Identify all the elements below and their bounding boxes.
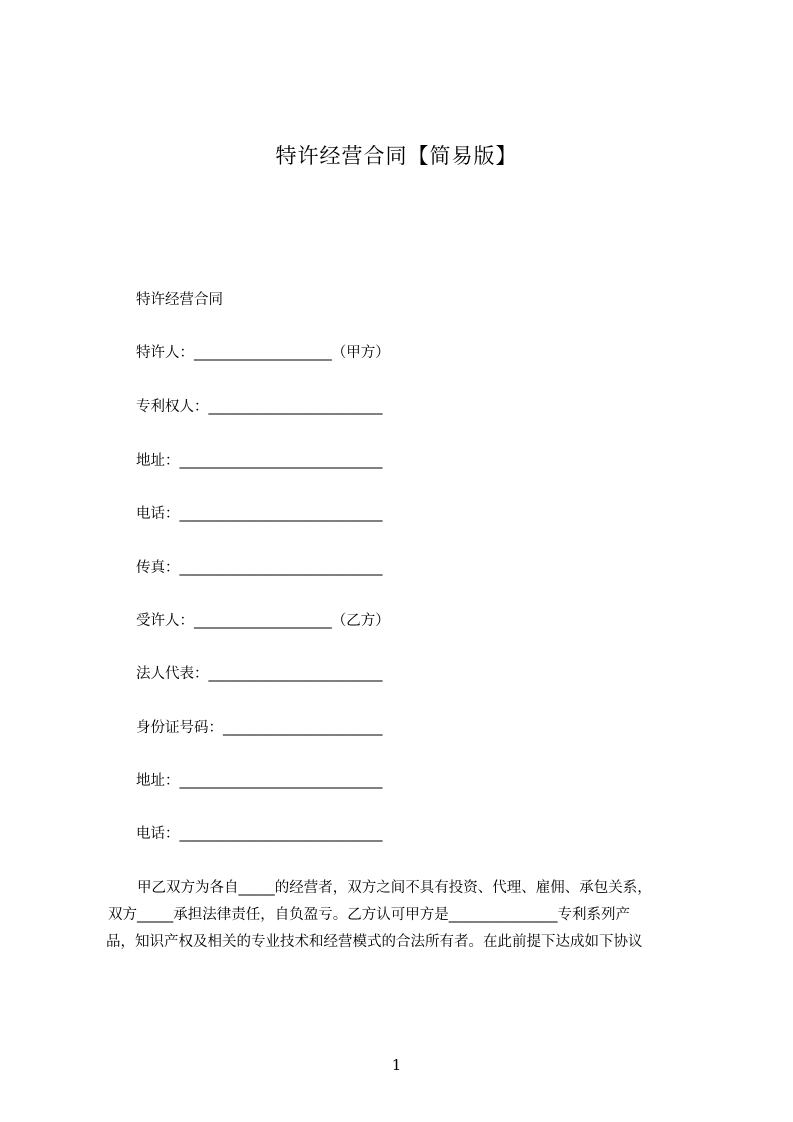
document-title: 特许经营合同【简易版】 (275, 144, 518, 168)
page-number: 1 (391, 1056, 402, 1074)
phone-field-party-a: 电话：____________________________ (136, 506, 383, 522)
address-field-party-a: 地址：____________________________ (136, 453, 383, 469)
paragraph-line-2: 双方_____承担法律责任，自负盈亏。乙方认可甲方是_______________专利系列产 (108, 907, 630, 923)
fax-field: 传真：____________________________ (136, 560, 383, 576)
patentee-field: 专利权人：________________________ (136, 399, 383, 415)
legal-representative-field: 法人代表：________________________ (136, 666, 383, 682)
paragraph-line-3: 品，知识产权及相关的专业技术和经营模式的合法所有者。在此前提下达成如下协议 (106, 934, 643, 950)
address-field-party-b: 地址：____________________________ (136, 773, 383, 789)
phone-field-party-b: 电话：____________________________ (136, 826, 383, 842)
franchisee-field: 受许人：___________________（乙方） (136, 613, 390, 629)
paragraph-line-1: 甲乙双方为各自_____的经营者，双方之间不具有投资、代理、雇佣、承包关系， (137, 880, 652, 896)
franchisor-field: 特许人：___________________（甲方） (136, 345, 390, 361)
contract-subtitle: 特许经营合同 (136, 292, 223, 308)
id-number-field: 身份证号码：______________________ (136, 720, 383, 736)
